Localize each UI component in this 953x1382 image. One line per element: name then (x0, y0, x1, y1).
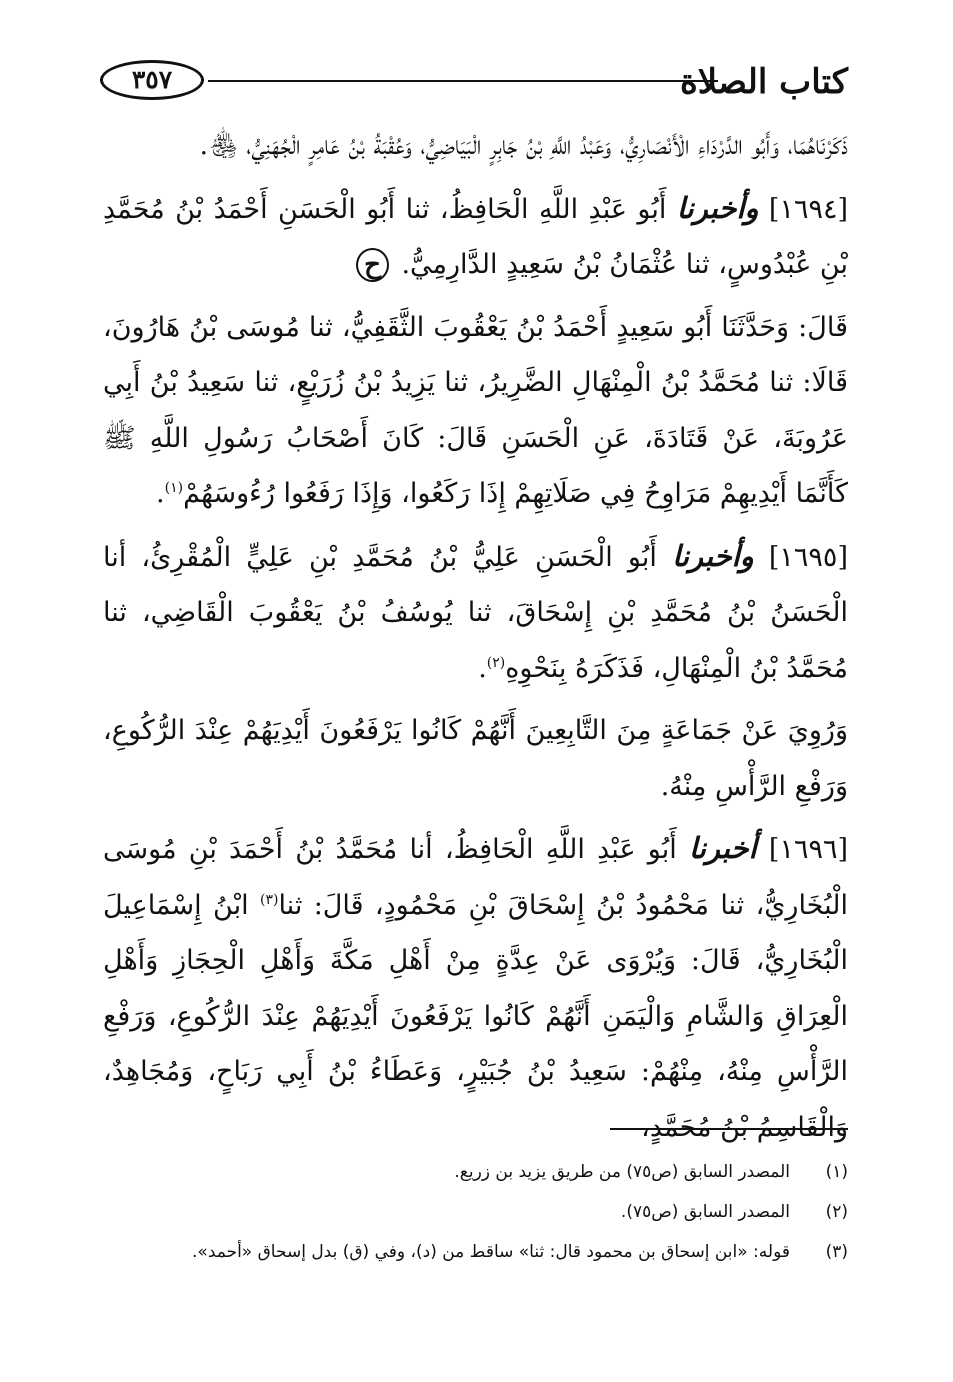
paragraph-ruwiya (103, 703, 848, 814)
footnote-text: قوله: «ابن إسحاق بن محمود قال: ثنا» ساقط من (د)، وفي (ق) بدل إسحاق «أحمد». (192, 1242, 790, 1262)
footnote-item (103, 1192, 848, 1232)
footnote-ref-1[interactable]: (١) (164, 480, 184, 496)
hadith-number: [١٦٩٤] (768, 193, 848, 225)
hadith-number: [١٦٩٥] (768, 541, 848, 573)
hadith-1694 (103, 181, 848, 293)
footnote-number: (١) (825, 1162, 848, 1182)
hadith-number: [١٦٩٦] (768, 834, 848, 865)
hadith-1696 (103, 821, 848, 1155)
tahwil-mark: ح (356, 248, 389, 282)
page-header (100, 52, 848, 112)
hadith-keyword: وأخبرنا (672, 538, 754, 573)
footnote-ref-3[interactable]: (٣) (259, 891, 279, 908)
hadith-text: أَبُو الْحَسَنِ عَلِيُّ بْنُ مُحَمَّدِ بْنِ عَلِيٍّ الْمُقْرِئُ، أنا الْحَسَنُ بْنُ مُحَمَّدِ بْنِ إِسْحَاقَ، ثنا يُوسُفُ بْنُ يَعْقُوبَ الْقَاضِي، ثنا مُحَمَّدُ بْنُ الْمِنْهَالِ، فَذَكَرَهُ بِنَحْوِهِ (103, 541, 848, 684)
footnote-number: (٢) (825, 1202, 848, 1222)
book-title: كتاب الصلاة (679, 62, 848, 102)
paragraph-tail: ابْنُ إِسْمَاعِيلَ الْبُخَارِيُّ، قَالَ: وَيُرْوَى عَنْ عِدَّةٍ مِنْ أَهْلِ مَكَّةَ وَأَهْلِ الْحِجَازِ وَأَهْلِ الْعِرَاقِ وَالشَّامِ وَالْيَمَنِ أَنَّهُمْ كَانُوا يَرْفَعُونَ أَيْدِيَهُمْ عِنْدَ الرُّكُوعِ، وَرَفْعِ الرَّأْسِ مِنْهُ، مِنْهُمْ: سَعِيدُ بْنُ جُبَيْرٍ، وَعَطَاءُ بْنُ أَبِي رَبَاحٍ، وَمُجَاهِدٌ، وَالْقَاسِمُ بْنُ مُحَمَّدٍ، (103, 889, 848, 1143)
footnote-text: المصدر السابق (ص٧٥). (620, 1202, 790, 1222)
footnote-item (103, 1152, 848, 1192)
paragraph-tail: . (478, 652, 487, 684)
hadith-keyword: وأخبرنا (676, 190, 759, 225)
footnote-item (103, 1232, 848, 1272)
hadith-keyword: أخبرنا (689, 831, 757, 865)
hadith-1695 (103, 529, 848, 697)
footnotes (103, 1152, 848, 1272)
paragraph-continuation (103, 118, 848, 174)
paragraph-qala (103, 300, 848, 522)
page-number: ٣٥٧ (100, 60, 204, 100)
paragraph-text: وَرُوِيَ عَنْ جَمَاعَةٍ مِنَ التَّابِعِينَ أَنَّهُمْ كَانُوا يَرْفَعُونَ أَيْدِيَهُمْ عِنْدَ الرُّكُوعِ، وَرَفْعِ الرَّأْسِ مِنْهُ. (103, 715, 848, 802)
footnote-number: (٣) (825, 1242, 848, 1262)
footnote-rule (610, 1128, 848, 1130)
footnote-ref-2[interactable]: (٢) (486, 654, 506, 671)
paragraph-tail: . (156, 478, 165, 509)
paragraph-text: ذَكَرْنَاهُمَا، وَأَبُو الدَّرْدَاءِ الْأَنْصَارِيُّ، وَعَبْدُ اللَّهِ بْنُ جَابِرٍ الْبَيَاضِيُّ، وَعُقْبَةُ بْنُ عَامِرٍ الْجُهَنِيُّ، ﵃. (199, 130, 848, 161)
header-rule (208, 80, 718, 82)
paragraph-text: قَالَ: وَحَدَّثَنَا أَبُو سَعِيدٍ أَحْمَدُ بْنُ يَعْقُوبَ الثَّقَفِيُّ، ثنا مُوسَى بْنُ هَارُونَ، قَالَا: ثنا مُحَمَّدُ بْنُ الْمِنْهَالِ الضَّرِيرُ، ثنا يَزِيدُ بْنُ زُرَيْعٍ، ثنا سَعِيدُ بْنُ أَبِي عَرُوبَةَ، عَنْ قَتَادَةَ، عَنِ الْحَسَنِ قَالَ: كَانَ أَصْحَابُ رَسُولِ اللَّهِ ﷺ كَأَنَّمَا أَيْدِيهِمْ مَرَاوِحُ فِي صَلَاتِهِمْ إِذَا رَكَعُوا، وَإِذَا رَفَعُوا رُءُوسَهُمْ (103, 311, 848, 509)
hadith-text: أَبُو عَبْدِ اللَّهِ الْحَافِظُ، ثنا أَبُو الْحَسَنِ أَحْمَدُ بْنُ مُحَمَّدِ بْنِ عُبْدُوسٍ، ثنا عُثْمَانُ بْنُ سَعِيدٍ الدَّارِمِيُّ. (103, 193, 848, 280)
main-text (103, 118, 848, 1162)
hadith-text: أَبُو عَبْدِ اللَّهِ الْحَافِظُ، أنا مُحَمَّدُ بْنُ أَحْمَدَ بْنِ مُوسَى الْبُخَارِيُّ، ثنا مَحْمُودُ بْنُ إِسْحَاقَ بْنِ مَحْمُودٍ، قَالَ: ثنا (103, 834, 848, 921)
footnote-text: المصدر السابق (ص٧٥) من طريق يزيد بن زريع. (454, 1162, 790, 1182)
